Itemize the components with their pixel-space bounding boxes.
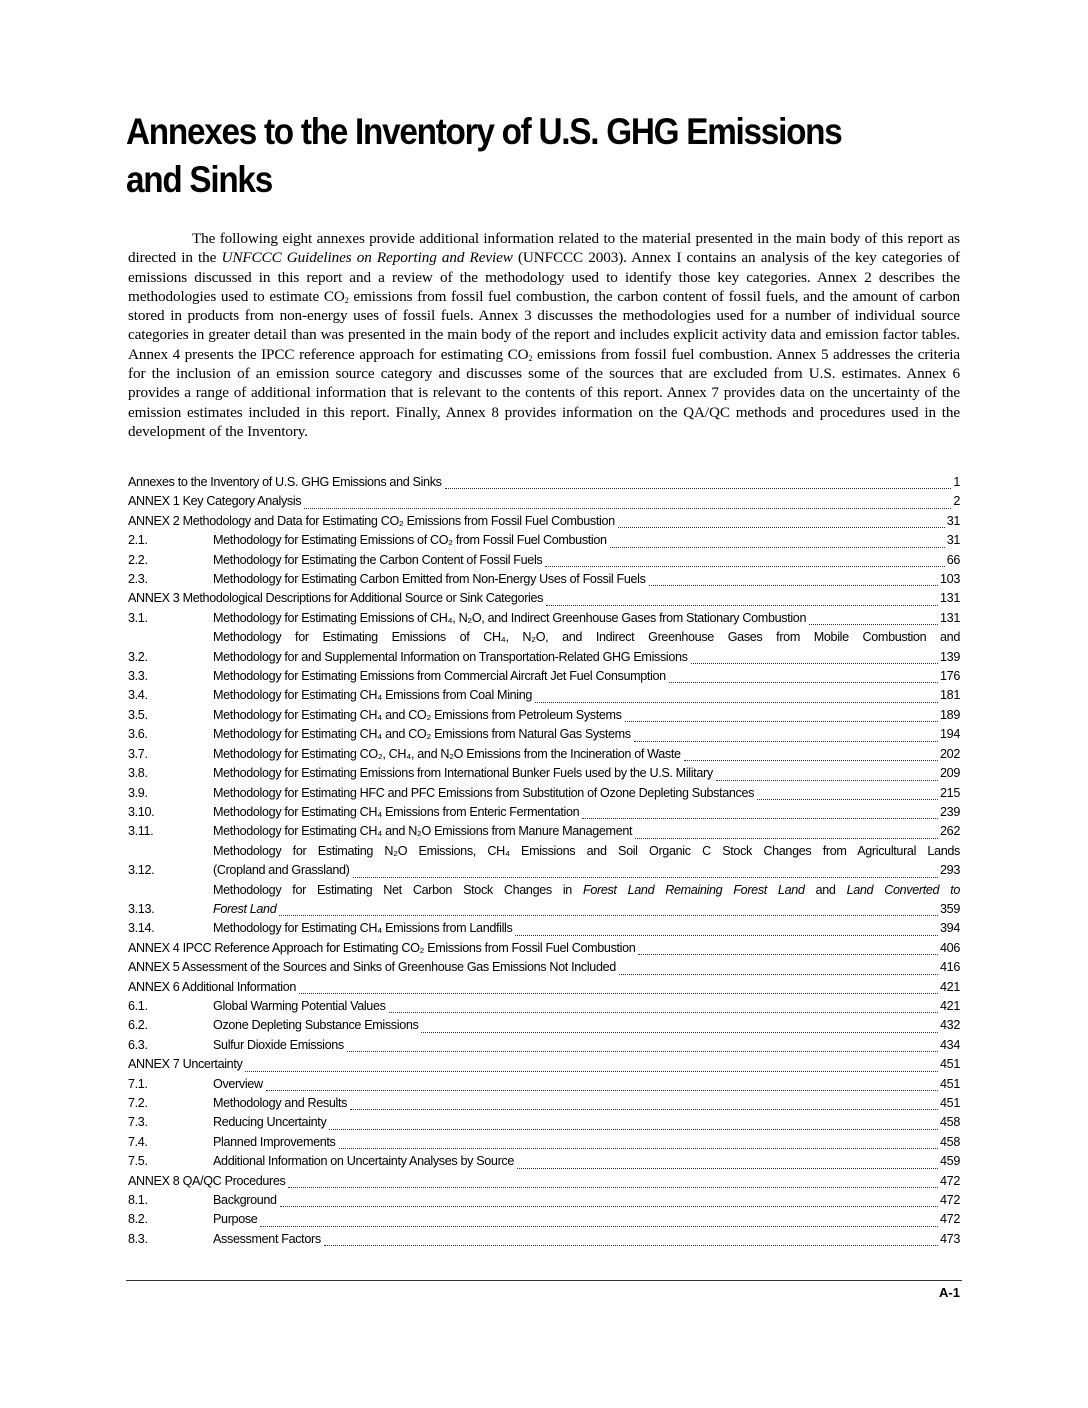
toc-dot-leader bbox=[515, 934, 938, 936]
toc-entry-title[interactable]: Methodology for Estimating Emissions of CH₄, N₂O, and Indirect Greenhouse Gases from Stationary Combustion bbox=[213, 610, 807, 625]
toc-entry-title[interactable]: Methodology for Estimating CH₄ and N₂O Emissions from Manure Management bbox=[213, 824, 633, 839]
toc-entry-body bbox=[213, 570, 960, 589]
toc-entry-body bbox=[213, 745, 960, 764]
toc-entry[interactable] bbox=[128, 1094, 960, 1113]
toc-dot-leader bbox=[329, 1128, 938, 1130]
toc-page-number[interactable]: 139 bbox=[940, 649, 960, 664]
toc-entry-body bbox=[213, 822, 960, 841]
toc-entry-number: 8.1. bbox=[128, 1193, 148, 1208]
toc-page-number[interactable]: 293 bbox=[940, 863, 960, 878]
toc-page-number[interactable]: 406 bbox=[940, 940, 960, 955]
toc-entry-number: 3.7. bbox=[128, 746, 148, 761]
toc-page-number[interactable]: 1 bbox=[953, 475, 960, 489]
toc-entry-number: 3.8. bbox=[128, 766, 148, 781]
toc-entry-number: 6.1. bbox=[128, 998, 148, 1013]
toc-dot-leader bbox=[757, 798, 938, 800]
toc-entry-title[interactable]: Methodology for Estimating CH₄ Emissions from Landfills bbox=[213, 921, 513, 936]
toc-page-number[interactable]: 189 bbox=[940, 707, 960, 722]
toc-dot-leader bbox=[280, 1205, 938, 1207]
toc-entry-body bbox=[213, 725, 960, 744]
toc-entry-number: 7.3. bbox=[128, 1115, 148, 1130]
toc-dot-leader bbox=[669, 681, 938, 683]
toc-dot-leader bbox=[299, 992, 938, 994]
toc-dot-leader bbox=[445, 487, 952, 489]
toc-entry-body bbox=[213, 1230, 960, 1249]
toc-page-number[interactable]: 472 bbox=[940, 1212, 960, 1227]
toc-dot-leader bbox=[618, 526, 945, 528]
toc-entry-number: 3.5. bbox=[128, 707, 148, 722]
toc-page-number[interactable]: 416 bbox=[940, 960, 960, 975]
toc-dot-leader bbox=[421, 1031, 938, 1033]
toc-entry[interactable] bbox=[128, 958, 960, 977]
toc-entry[interactable] bbox=[128, 881, 960, 920]
toc-dot-leader bbox=[809, 623, 938, 625]
toc-entry-title[interactable]: Purpose bbox=[213, 1212, 258, 1227]
toc-entry-number: 7.4. bbox=[128, 1134, 148, 1149]
page-title-line-2: and Sinks bbox=[126, 159, 272, 200]
toc-entry-title[interactable]: ANNEX 5 Assessment of the Sources and Sinks of Greenhouse Gas Emissions Not Included bbox=[128, 960, 616, 975]
toc-entry-number: 7.5. bbox=[128, 1154, 148, 1169]
toc-entry-number: 2.1. bbox=[128, 533, 148, 548]
toc-entry-title[interactable]: Background bbox=[213, 1193, 277, 1208]
toc-dot-leader bbox=[266, 1089, 938, 1091]
intro-text-2: (UNFCCC 2003). Annex I contains an analysis of the key categories of emissions discussed in this report and a review of the methodology used to identify those key categories. Annex 2 describes the methodologies used to estimate CO bbox=[128, 249, 960, 305]
toc-entry-body bbox=[213, 1133, 960, 1152]
toc-entry[interactable] bbox=[128, 1016, 960, 1035]
toc-page-number[interactable]: 209 bbox=[940, 766, 960, 781]
toc-entry-title[interactable]: ANNEX 7 Uncertainty bbox=[128, 1057, 243, 1072]
toc-entry-number: 7.1. bbox=[128, 1076, 148, 1091]
page-title-line-1: Annexes to the Inventory of U.S. GHG Emissions bbox=[126, 111, 842, 152]
toc-entry-title[interactable]: ANNEX 2 Methodology and Data for Estimating CO₂ Emissions from Fossil Fuel Combustion bbox=[128, 513, 615, 528]
toc-page-number[interactable]: 432 bbox=[940, 1018, 960, 1033]
toc-entry-title[interactable]: Methodology for Estimating Emissions from Commercial Aircraft Jet Fuel Consumption bbox=[213, 669, 666, 684]
toc-entry[interactable] bbox=[128, 706, 960, 725]
toc-entry-number: 3.11. bbox=[128, 824, 154, 839]
toc-entry[interactable] bbox=[128, 784, 960, 803]
intro-text-1: The following eight annexes provide additional information related to the material presented in the main body of this report as directed in the bbox=[128, 230, 960, 267]
toc-entry[interactable] bbox=[128, 997, 960, 1016]
toc-page-number[interactable]: 458 bbox=[940, 1134, 960, 1149]
toc-page-number[interactable]: 66 bbox=[946, 552, 960, 567]
toc-entry-body bbox=[213, 764, 960, 783]
toc-entry-title-continued[interactable]: Methodology for and Supplemental Information on Transportation-Related GHG Emissions bbox=[213, 649, 688, 664]
toc-entry-title[interactable]: Methodology and Results bbox=[213, 1096, 348, 1110]
toc-entry[interactable] bbox=[128, 1191, 960, 1210]
toc-page-number[interactable]: 215 bbox=[940, 785, 960, 800]
toc-entry-body bbox=[213, 551, 960, 570]
toc-entry-number: 3.6. bbox=[128, 727, 148, 742]
intro-guidelines-title: UNFCCC Guidelines on Reporting and Review bbox=[221, 249, 513, 267]
toc-dot-leader bbox=[324, 1244, 938, 1246]
toc-entry[interactable] bbox=[128, 822, 960, 841]
toc-entry[interactable] bbox=[128, 1055, 960, 1074]
toc-dot-leader bbox=[546, 604, 938, 606]
toc-entry-body bbox=[213, 686, 960, 705]
intro-text-4: emissions from fossil fuel combustion. Annex 5 addresses the criteria for the inclusion of an emission source category and discusses some of the sources that are excluded from U.S. estimates. Annex 6 provides a range of additional information that is relevant to the contents of this report. Annex 7 provides data on the uncertainty of the emission estimates included in this report. Finally, Annex 8 provides information on the QA/QC methods and procedures used in the development of the Inventory. bbox=[128, 345, 960, 440]
toc-entry-body bbox=[213, 531, 960, 550]
toc-entry[interactable] bbox=[128, 686, 960, 705]
toc-entry-body bbox=[213, 1075, 960, 1094]
toc-page-number[interactable]: 451 bbox=[940, 1096, 960, 1110]
toc-entry-body bbox=[128, 1055, 960, 1074]
toc-entry-title[interactable]: Methodology for Estimating HFC and PFC Emissions from Substitution of Ozone Depleting Substances bbox=[213, 785, 755, 800]
toc-page-number[interactable]: 202 bbox=[940, 746, 960, 761]
toc-entry-body bbox=[213, 919, 960, 938]
toc-entry-title[interactable]: Methodology for Estimating N₂O Emissions, CH₄ Emissions and Soil Organic C Stock Changes from Agricultural Lands bbox=[213, 843, 960, 858]
toc-dot-leader bbox=[245, 1070, 938, 1072]
toc-page-number[interactable]: 131 bbox=[940, 610, 960, 625]
toc-entry-number: 6.2. bbox=[128, 1018, 148, 1033]
toc-entry-number: 3.4. bbox=[128, 688, 148, 703]
toc-entry[interactable] bbox=[128, 919, 960, 938]
toc-entry-body bbox=[213, 784, 960, 803]
toc-page-number[interactable]: 131 bbox=[940, 591, 960, 606]
toc-entry[interactable] bbox=[128, 842, 960, 881]
toc-entry-body bbox=[128, 958, 960, 977]
toc-entry-number: 2.2. bbox=[128, 552, 148, 567]
toc-dot-leader bbox=[545, 565, 944, 567]
toc-entry-body bbox=[213, 609, 960, 628]
footer-rule bbox=[126, 1280, 962, 1281]
toc-entry-title[interactable]: Overview bbox=[213, 1076, 263, 1091]
toc-page-number[interactable]: 472 bbox=[940, 1193, 960, 1208]
toc-page-number[interactable]: 421 bbox=[940, 998, 960, 1013]
toc-page-number[interactable]: 31 bbox=[946, 513, 960, 528]
toc-entry[interactable] bbox=[128, 803, 960, 822]
toc-entry-number: 2.3. bbox=[128, 572, 148, 587]
intro-paragraph bbox=[128, 229, 960, 441]
toc-entry-title[interactable]: ANNEX 4 IPCC Reference Approach for Estimating CO₂ Emissions from Fossil Fuel Combustion bbox=[128, 940, 636, 955]
toc-entry-title[interactable]: Reducing Uncertainty bbox=[213, 1115, 327, 1130]
toc-dot-leader bbox=[635, 837, 938, 839]
toc-entry-title[interactable]: ANNEX 3 Methodological Descriptions for Additional Source or Sink Categories bbox=[128, 591, 544, 606]
toc-dot-leader bbox=[353, 876, 939, 878]
toc-page-number[interactable]: 434 bbox=[940, 1037, 960, 1052]
toc-entry-title[interactable]: Methodology for Estimating CH₄ and CO₂ Emissions from Natural Gas Systems bbox=[213, 727, 631, 742]
toc-entry-title[interactable]: Ozone Depleting Substance Emissions bbox=[213, 1018, 419, 1033]
toc-entry[interactable] bbox=[128, 745, 960, 764]
toc-page-number[interactable]: 421 bbox=[940, 979, 960, 994]
toc-entry-body bbox=[213, 997, 960, 1016]
toc-entry[interactable] bbox=[128, 667, 960, 686]
toc-dot-leader bbox=[304, 507, 951, 509]
toc-entry-body bbox=[213, 1094, 960, 1113]
toc-dot-leader bbox=[619, 973, 938, 975]
toc-entry[interactable] bbox=[128, 551, 960, 570]
intro-subscript-1: 2 bbox=[344, 295, 349, 305]
toc-entry-body bbox=[128, 939, 960, 958]
toc-entry-title[interactable]: Assessment Factors bbox=[213, 1231, 321, 1246]
toc-page-number[interactable]: 181 bbox=[940, 688, 960, 703]
toc-page-number[interactable]: 473 bbox=[940, 1231, 960, 1246]
toc-page-number[interactable]: 103 bbox=[940, 572, 960, 587]
intro-subscript-2: 2 bbox=[528, 353, 533, 363]
toc-entry-number: 3.10. bbox=[128, 804, 155, 819]
toc-entry[interactable] bbox=[128, 473, 960, 492]
toc-entry[interactable] bbox=[128, 1172, 960, 1191]
table-of-contents bbox=[128, 473, 960, 1249]
toc-entry-title[interactable]: Methodology for Estimating Carbon Emitted from Non-Energy Uses of Fossil Fuels bbox=[213, 572, 646, 587]
toc-entry-body bbox=[128, 978, 960, 997]
toc-entry[interactable] bbox=[128, 1075, 960, 1094]
toc-entry-number: 8.3. bbox=[128, 1231, 148, 1246]
toc-entry-number: 3.9. bbox=[128, 785, 148, 800]
footer-page-number: A-1 bbox=[939, 1285, 960, 1300]
toc-entry-title-continued[interactable]: (Cropland and Grassland) bbox=[213, 863, 350, 878]
toc-entry-number: 3.1. bbox=[128, 610, 148, 625]
toc-dot-leader bbox=[582, 817, 938, 819]
toc-entry-body bbox=[213, 1191, 960, 1210]
toc-entry-body bbox=[128, 512, 960, 531]
toc-dot-leader bbox=[517, 1167, 938, 1169]
toc-dot-leader bbox=[288, 1186, 938, 1188]
toc-dot-leader bbox=[260, 1225, 938, 1227]
toc-entry[interactable] bbox=[128, 939, 960, 958]
toc-entry[interactable] bbox=[128, 1152, 960, 1171]
toc-entry-number: 6.3. bbox=[128, 1037, 148, 1052]
toc-entry-title[interactable]: Methodology for Estimating CH₄ Emissions from Coal Mining bbox=[213, 688, 533, 703]
toc-entry-title[interactable]: Global Warming Potential Values bbox=[213, 998, 386, 1013]
toc-page-number[interactable]: 31 bbox=[946, 533, 960, 548]
toc-entry[interactable] bbox=[128, 725, 960, 744]
toc-entry-title[interactable]: Methodology for Estimating Emissions of CH₄, N₂O, and Indirect Greenhouse Gases from Mobile Combustion and bbox=[213, 630, 960, 645]
toc-entry-body bbox=[213, 628, 960, 667]
toc-dot-leader bbox=[389, 1011, 938, 1013]
toc-entry-title[interactable]: Methodology for Estimating CH₄ Emissions from Enteric Fermentation bbox=[213, 804, 580, 819]
toc-entry-title[interactable]: Methodology for Estimating Emissions from International Bunker Fuels used by the U.S. Military bbox=[213, 766, 713, 781]
toc-page-number[interactable]: 176 bbox=[940, 669, 960, 684]
toc-entry[interactable] bbox=[128, 1036, 960, 1055]
toc-dot-leader bbox=[535, 701, 938, 703]
toc-page-number[interactable]: 459 bbox=[940, 1154, 960, 1169]
toc-entry[interactable] bbox=[128, 570, 960, 589]
toc-entry-title[interactable]: Sulfur Dioxide Emissions bbox=[213, 1037, 344, 1052]
toc-entry-body bbox=[213, 1036, 960, 1055]
toc-entry-number: 3.2. bbox=[128, 649, 148, 664]
toc-entry-body bbox=[128, 492, 960, 511]
toc-entry-title[interactable]: Methodology for Estimating CO₂, CH₄, and N₂O Emissions from the Incineration of Waste bbox=[213, 746, 681, 761]
toc-entry-body bbox=[213, 1210, 960, 1229]
toc-page-number[interactable]: 239 bbox=[940, 804, 960, 819]
toc-entry-body bbox=[128, 589, 960, 608]
toc-entry-body bbox=[213, 1016, 960, 1035]
toc-entry-title[interactable]: ANNEX 1 Key Category Analysis bbox=[128, 494, 302, 509]
toc-entry[interactable] bbox=[128, 1113, 960, 1132]
toc-dot-leader bbox=[684, 759, 938, 761]
toc-entry-number: 7.2. bbox=[128, 1096, 148, 1110]
toc-dot-leader bbox=[350, 1108, 938, 1110]
toc-entry-body bbox=[128, 1172, 960, 1191]
toc-entry-title[interactable]: Methodology for Estimating Emissions of CO₂ from Fossil Fuel Combustion bbox=[213, 533, 607, 548]
toc-entry-body bbox=[213, 1152, 960, 1171]
toc-entry[interactable] bbox=[128, 1230, 960, 1249]
toc-entry-title[interactable]: Methodology for Estimating Net Carbon Stock Changes in Forest Land Remaining Forest Land and Land Converted to bbox=[213, 882, 961, 897]
intro-text-3: emissions from fossil fuel combustion, the carbon content of fossil fuels, and the amount of carbon stored in products from non-energy uses of fossil fuels. Annex 3 discusses the methodologies used for a number of individual source categories in greater detail than was presented in the main body of the report and includes explicit activity data and emission factor tables. Annex 4 presents the IPCC reference approach for estimating CO bbox=[128, 287, 960, 363]
toc-entry[interactable] bbox=[128, 764, 960, 783]
toc-entry[interactable] bbox=[128, 492, 960, 511]
toc-entry-number: 3.13. bbox=[128, 901, 155, 916]
toc-entry-body bbox=[213, 881, 960, 920]
toc-entry[interactable] bbox=[128, 531, 960, 550]
toc-page-number[interactable]: 359 bbox=[940, 901, 960, 916]
toc-entry-title[interactable]: ANNEX 6 Additional Information bbox=[128, 979, 297, 994]
toc-dot-leader bbox=[691, 662, 938, 664]
toc-entry[interactable] bbox=[128, 609, 960, 628]
toc-entry-title[interactable]: Methodology for Estimating the Carbon Content of Fossil Fuels bbox=[213, 552, 543, 567]
toc-entry-body bbox=[213, 667, 960, 686]
toc-page-number[interactable]: 451 bbox=[940, 1057, 960, 1072]
toc-page-number[interactable]: 194 bbox=[940, 727, 960, 742]
toc-entry[interactable] bbox=[128, 978, 960, 997]
toc-entry-number: 3.3. bbox=[128, 669, 148, 684]
toc-entry-title[interactable]: Annexes to the Inventory of U.S. GHG Emissions and Sinks bbox=[128, 475, 442, 489]
toc-entry-title[interactable]: Additional Information on Uncertainty Analyses by Source bbox=[213, 1154, 515, 1169]
toc-entry-number: 3.14. bbox=[128, 921, 155, 936]
toc-dot-leader bbox=[649, 584, 938, 586]
toc-entry-body bbox=[128, 473, 960, 492]
toc-entry-title-continued[interactable]: Forest Land bbox=[213, 901, 277, 916]
toc-dot-leader bbox=[347, 1050, 938, 1052]
toc-entry[interactable] bbox=[128, 628, 960, 667]
toc-page-number[interactable]: 2 bbox=[953, 494, 960, 509]
toc-page-number[interactable]: 394 bbox=[940, 921, 960, 936]
toc-entry-title[interactable]: Methodology for Estimating CH₄ and CO₂ Emissions from Petroleum Systems bbox=[213, 707, 622, 722]
toc-dot-leader bbox=[716, 779, 938, 781]
toc-entry-title[interactable]: Planned Improvements bbox=[213, 1134, 336, 1149]
toc-dot-leader bbox=[279, 914, 938, 916]
page-title bbox=[126, 108, 846, 204]
toc-page-number[interactable]: 472 bbox=[940, 1173, 960, 1188]
toc-entry[interactable] bbox=[128, 589, 960, 608]
toc-entry[interactable] bbox=[128, 512, 960, 531]
toc-entry-title[interactable]: ANNEX 8 QA/QC Procedures bbox=[128, 1173, 286, 1188]
toc-entry-body bbox=[213, 706, 960, 725]
toc-entry-body bbox=[213, 1113, 960, 1132]
toc-dot-leader bbox=[634, 740, 938, 742]
toc-page-number[interactable]: 458 bbox=[940, 1115, 960, 1130]
toc-entry-body bbox=[213, 842, 960, 881]
toc-entry[interactable] bbox=[128, 1133, 960, 1152]
toc-entry-body bbox=[213, 803, 960, 822]
toc-entry-number: 8.2. bbox=[128, 1212, 148, 1227]
toc-entry[interactable] bbox=[128, 1210, 960, 1229]
toc-page-number[interactable]: 451 bbox=[940, 1076, 960, 1091]
toc-entry-number: 3.12. bbox=[128, 863, 155, 878]
toc-dot-leader bbox=[610, 546, 945, 548]
toc-dot-leader bbox=[339, 1147, 939, 1149]
toc-dot-leader bbox=[625, 720, 938, 722]
toc-page-number[interactable]: 262 bbox=[940, 824, 960, 839]
toc-dot-leader bbox=[638, 953, 938, 955]
